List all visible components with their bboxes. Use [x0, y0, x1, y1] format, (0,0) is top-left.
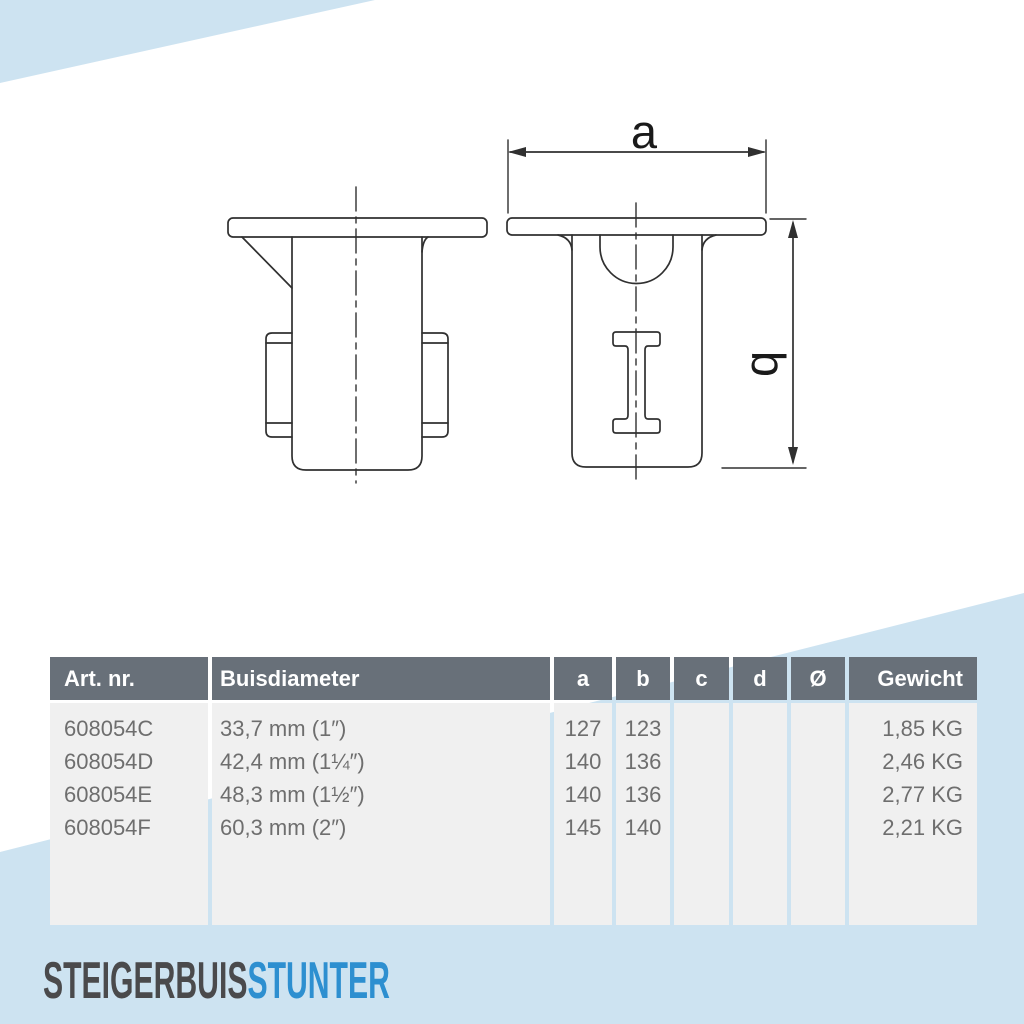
column-diameter: [791, 657, 845, 925]
body-shoulder-left: [558, 235, 572, 250]
cell-diameter: [791, 745, 845, 778]
column-a: [554, 657, 612, 925]
cell-b: 140: [624, 815, 662, 840]
logo-text-stunter: STUNTER: [247, 952, 390, 1010]
column-d: [733, 657, 787, 925]
brand-logo: [43, 951, 390, 1011]
gusset-line: [242, 237, 292, 288]
column-body: [616, 703, 670, 925]
body-shoulder-right: [702, 235, 716, 250]
column-body: [849, 703, 977, 925]
front-view-drawing: [507, 203, 766, 483]
cell-d: [733, 712, 787, 745]
cell-a: 140: [564, 749, 602, 774]
column-body: [212, 703, 550, 925]
column-b: [616, 657, 670, 925]
column-header-gewicht: Gewicht: [849, 657, 977, 700]
column-header-b: b: [616, 657, 670, 700]
dimension-b: [722, 219, 806, 468]
dim-label-b: b: [742, 350, 795, 378]
cell-gewicht: 2,77 KG: [882, 782, 963, 807]
cell-buisdiameter: 42,4 mm (1¼″): [220, 749, 365, 774]
cell-c: [674, 712, 729, 745]
corner-triangle-top-left: [0, 0, 375, 83]
column-body: [733, 703, 787, 925]
column-header-d: d: [733, 657, 787, 700]
column-header-a: a: [554, 657, 612, 700]
cell-a: 140: [564, 782, 602, 807]
column-header-c: c: [674, 657, 729, 700]
cell-gewicht: 2,21 KG: [882, 815, 963, 840]
column-body: [791, 703, 845, 925]
column-header-art-nr: Art. nr.: [50, 657, 208, 700]
side-lug-right: [422, 333, 448, 437]
cell-gewicht: 2,46 KG: [882, 749, 963, 774]
cell-a: 145: [564, 815, 602, 840]
cell-art-nr: 608054D: [64, 749, 154, 774]
column-body: [674, 703, 729, 925]
cell-diameter: [791, 712, 845, 745]
cell-d: [733, 745, 787, 778]
cell-art-nr: 608054C: [64, 716, 154, 741]
arrowhead-left: [508, 147, 526, 157]
body-shoulder-right: [422, 237, 428, 252]
column-c: [674, 657, 729, 925]
arrowhead-top: [788, 220, 798, 238]
cell-buisdiameter: 33,7 mm (1″): [220, 716, 347, 741]
cell-c: [674, 778, 729, 811]
cell-art-nr: 608054E: [64, 782, 153, 807]
flange-side-view: [228, 218, 487, 237]
cell-diameter: [791, 811, 845, 844]
column-body: [554, 703, 612, 925]
cell-d: [733, 778, 787, 811]
cell-c: [674, 745, 729, 778]
body-side-view: [292, 237, 422, 470]
column-header-buisdiameter: Buisdiameter: [212, 657, 550, 700]
column-header-diameter: Ø: [791, 657, 845, 700]
cell-diameter: [791, 778, 845, 811]
cell-c: [674, 811, 729, 844]
side-view-drawing: [228, 187, 487, 483]
cell-buisdiameter: 48,3 mm (1½″): [220, 782, 365, 807]
arrowhead-bottom: [788, 447, 798, 465]
cell-b: 136: [624, 749, 662, 774]
cell-b: 123: [624, 716, 662, 741]
dim-label-a: a: [630, 105, 658, 158]
cell-d: [733, 811, 787, 844]
cell-a: 127: [564, 716, 602, 741]
cell-b: 136: [624, 782, 662, 807]
cell-gewicht: 1,85 KG: [882, 716, 963, 741]
side-lug-left: [266, 333, 292, 437]
logo-text-steigerbuis: STEIGERBUIS: [43, 952, 248, 1010]
product-spec-table: [50, 657, 977, 925]
column-buisdiameter: [212, 657, 550, 925]
cell-buisdiameter: 60,3 mm (2″): [220, 815, 347, 840]
column-art-nr: [50, 657, 208, 925]
column-body: [50, 703, 208, 925]
cell-art-nr: 608054F: [64, 815, 151, 840]
arrowhead-right: [748, 147, 766, 157]
column-gewicht: [849, 657, 977, 925]
